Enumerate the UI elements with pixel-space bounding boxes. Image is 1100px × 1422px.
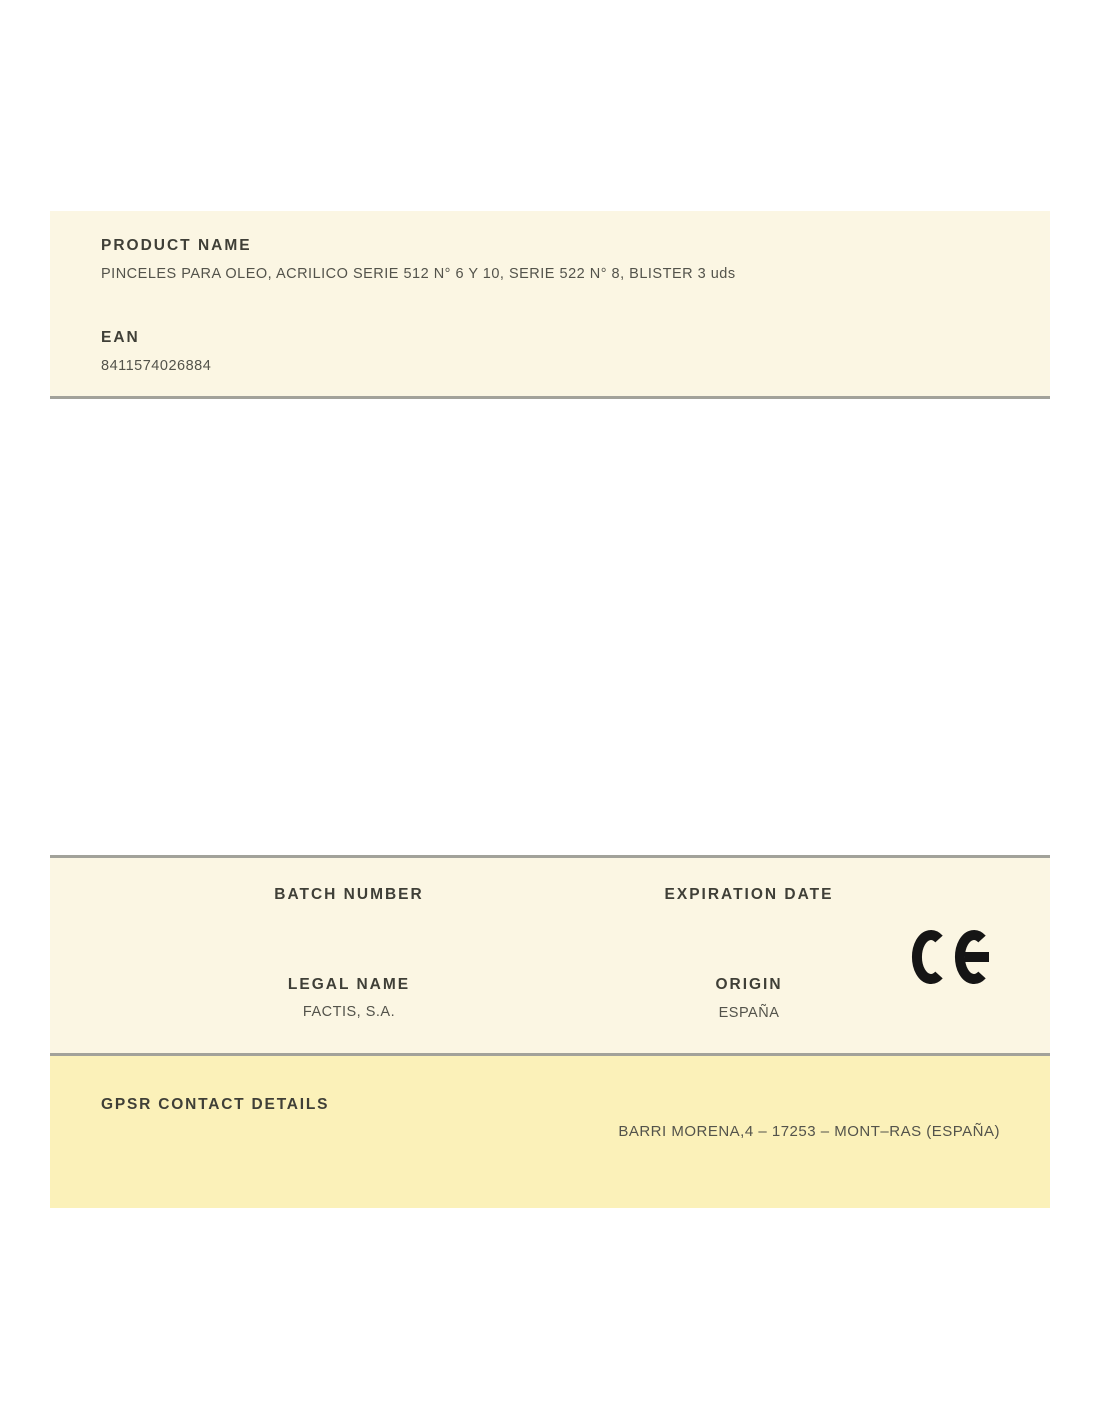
batch-number-label: BATCH NUMBER bbox=[274, 886, 424, 903]
gpsr-contact-card bbox=[50, 1056, 1050, 1208]
ean-label: EAN bbox=[101, 329, 140, 346]
expiration-date-label: EXPIRATION DATE bbox=[664, 886, 834, 903]
origin-value: ESPAÑA bbox=[718, 1005, 780, 1021]
product-name-label: PRODUCT NAME bbox=[101, 237, 252, 254]
gpsr-address-value: BARRI MORENA,4 – 17253 – MONT–RAS (ESPAÑA) bbox=[618, 1123, 1000, 1140]
ean-value: 8411574026884 bbox=[101, 358, 212, 374]
product-info-card bbox=[50, 211, 1050, 399]
batch-details-card bbox=[50, 855, 1050, 1056]
ce-mark-icon bbox=[910, 928, 994, 986]
gpsr-contact-label: GPSR CONTACT DETAILS bbox=[101, 1096, 330, 1113]
legal-name-value: FACTIS, S.A. bbox=[302, 1004, 396, 1020]
legal-name-label: LEGAL NAME bbox=[287, 976, 411, 993]
product-name-value: PINCELES PARA OLEO, ACRILICO SERIE 512 N° 6 Y 10, SERIE 522 N° 8, BLISTER 3 uds bbox=[101, 266, 736, 282]
origin-label: ORIGIN bbox=[715, 976, 783, 993]
